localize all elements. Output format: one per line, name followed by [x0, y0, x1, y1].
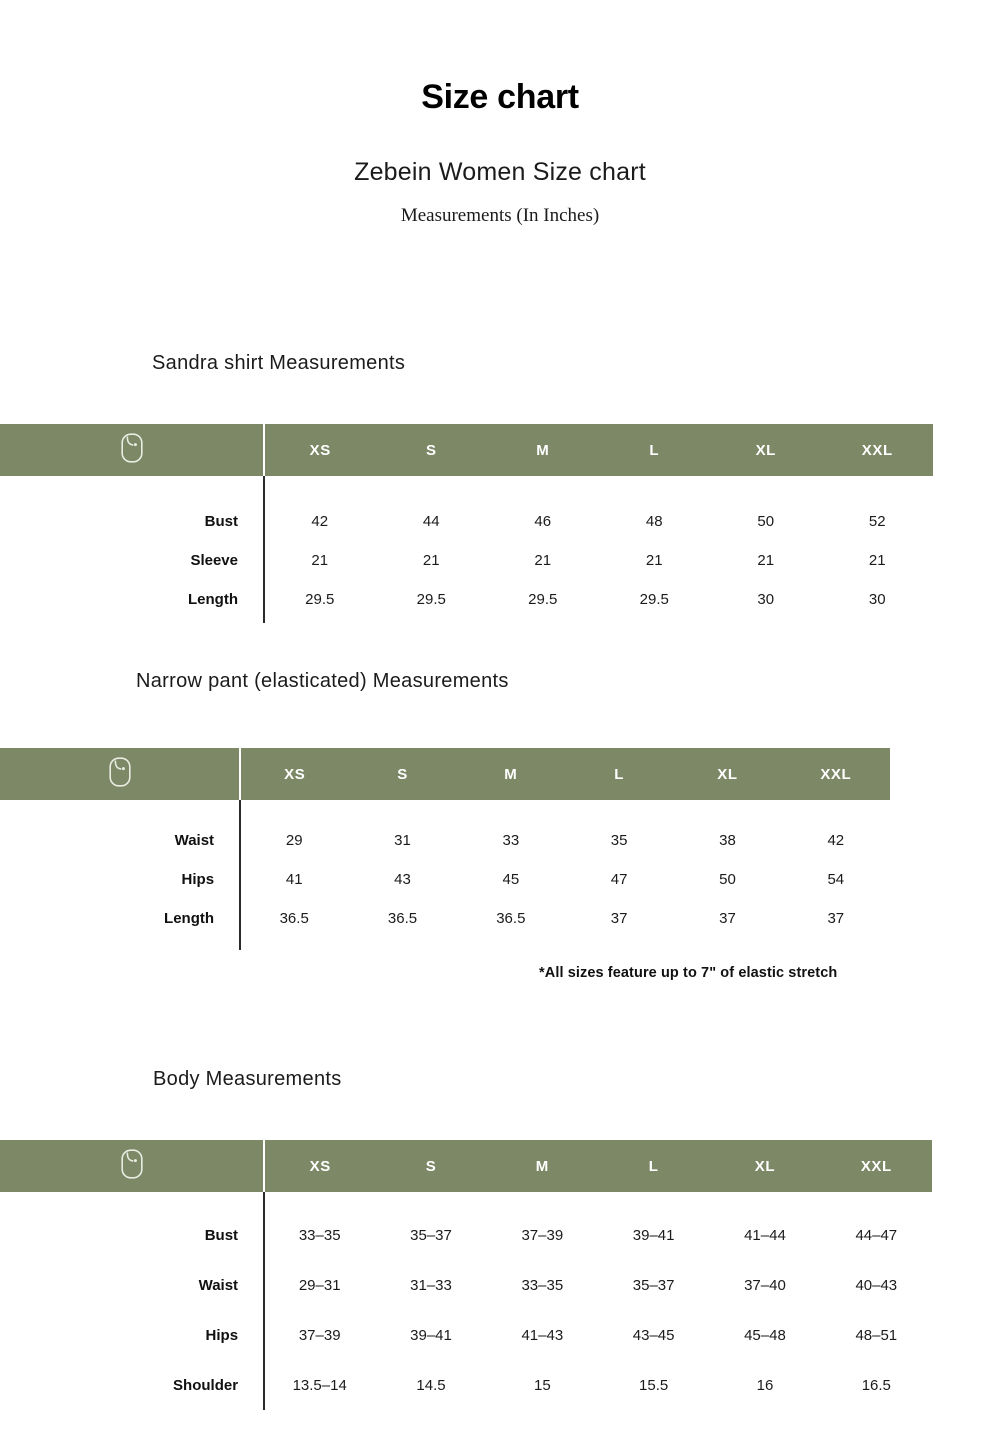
column-header-xxl: XXL [821, 1140, 932, 1192]
cell-value: 33–35 [298, 1226, 341, 1244]
page-units: Measurements (In Inches) [400, 205, 600, 226]
cell-value: 44 [422, 512, 440, 530]
row-label: Hips [181, 871, 215, 888]
table-row [0, 899, 890, 938]
garment-tag-icon [109, 757, 131, 787]
cell-value: 39–41 [632, 1226, 675, 1244]
column-header-m: M [487, 1140, 598, 1192]
cell-value: 16 [756, 1376, 774, 1394]
cell-value: 37–39 [521, 1226, 564, 1244]
cell-value: 35–37 [632, 1276, 675, 1294]
cell-value: 50 [757, 512, 775, 530]
garment-icon-cell [0, 748, 240, 800]
size-table-narrow-pant [0, 748, 890, 938]
cell-value: 46 [534, 512, 552, 530]
column-header-xxl: XXL [822, 424, 934, 476]
column-header-xl: XL [709, 1140, 820, 1192]
page-title: Size chart [421, 78, 579, 116]
column-header-m: M [487, 424, 599, 476]
cell-value: 40–43 [855, 1276, 898, 1294]
table-row [0, 580, 933, 619]
column-header-m: M [457, 748, 565, 800]
elastic-stretch-footnote: *All sizes feature up to 7" of elastic stretch [539, 965, 838, 981]
column-header-s: S [348, 748, 456, 800]
column-header-xs: XS [240, 748, 348, 800]
row-label: Bust [204, 1226, 239, 1244]
table-divider [263, 476, 265, 623]
garment-icon-cell [0, 1140, 264, 1192]
cell-value: 21 [311, 552, 329, 569]
column-header-xs: XS [264, 424, 376, 476]
cell-value: 42 [311, 512, 329, 530]
table-header-row [0, 424, 933, 476]
cell-value: 35–37 [410, 1226, 452, 1244]
cell-value: 36.5 [496, 910, 526, 927]
table-row [0, 541, 933, 580]
section-narrow-pant [0, 670, 1000, 981]
table-row [0, 1192, 932, 1210]
cell-value: 21 [645, 552, 663, 569]
cell-value: 39–41 [410, 1326, 452, 1344]
cell-value: 29–31 [298, 1276, 341, 1294]
cell-value: 41–43 [521, 1326, 564, 1344]
cell-value: 29.5 [528, 591, 558, 608]
cell-value: 16.5 [861, 1376, 891, 1394]
cell-value: 33 [502, 831, 520, 849]
table-row [0, 820, 890, 860]
garment-tag-icon [121, 1149, 143, 1179]
section-heading: Sandra shirt Measurements [152, 352, 406, 374]
cell-value: 29 [285, 831, 303, 849]
cell-value: 48 [645, 512, 663, 530]
cell-value: 30 [757, 591, 775, 608]
table-row [0, 1260, 932, 1310]
cell-value: 43–45 [632, 1326, 675, 1344]
cell-value: 21 [422, 552, 440, 569]
cell-value: 37–40 [744, 1276, 786, 1294]
cell-value: 48–51 [855, 1326, 898, 1344]
row-label: Waist [174, 831, 215, 849]
table-row [0, 1360, 932, 1410]
cell-value: 33–35 [521, 1276, 564, 1294]
cell-value: 30 [868, 591, 886, 608]
cell-value: 37 [610, 910, 628, 927]
size-table-sandra-shirt [0, 424, 933, 619]
column-header-xl: XL [673, 748, 781, 800]
cell-value: 37 [719, 910, 736, 927]
cell-value: 45–48 [744, 1326, 786, 1344]
cell-value: 13.5–14 [292, 1376, 347, 1394]
table-row [0, 1210, 932, 1260]
cell-value: 44–47 [855, 1226, 898, 1244]
cell-value: 29.5 [416, 591, 446, 608]
table-row [0, 476, 933, 501]
table-row [0, 860, 890, 899]
column-header-xl: XL [710, 424, 822, 476]
row-label: Shoulder [173, 1376, 239, 1394]
section-sandra-shirt [0, 352, 1000, 608]
section-body-measurements [0, 1068, 1000, 1394]
cell-value: 41 [285, 871, 303, 888]
garment-tag-icon [121, 433, 143, 463]
table-divider [239, 800, 241, 950]
section-heading: Narrow pant (elasticated) Measurements [136, 670, 509, 692]
cell-value: 47 [610, 871, 628, 888]
table-row [0, 501, 933, 541]
row-label: Bust [204, 512, 238, 530]
column-header-xs: XS [264, 1140, 375, 1192]
cell-value: 21 [534, 552, 552, 569]
column-header-s: S [376, 424, 488, 476]
section-heading: Body Measurements [153, 1068, 342, 1090]
column-header-s: S [375, 1140, 486, 1192]
table-row [0, 800, 890, 820]
row-label: Length [164, 910, 215, 927]
column-header-l: L [565, 748, 673, 800]
cell-value: 37 [827, 910, 845, 927]
column-header-l: L [599, 424, 711, 476]
cell-value: 15 [533, 1376, 551, 1394]
cell-value: 41–44 [744, 1226, 786, 1244]
cell-value: 52 [868, 512, 886, 530]
cell-value: 36.5 [387, 910, 418, 927]
cell-value: 45 [502, 871, 520, 888]
cell-value: 29.5 [305, 591, 335, 608]
column-header-xxl: XXL [782, 748, 890, 800]
page-subtitle: Zebein Women Size chart [354, 158, 646, 186]
garment-icon-cell [0, 424, 264, 476]
cell-value: 54 [827, 871, 845, 888]
cell-value: 21 [868, 552, 886, 569]
size-table-body-measurements [0, 1140, 932, 1410]
cell-value: 37–39 [298, 1326, 341, 1344]
cell-value: 35 [610, 831, 628, 849]
cell-value: 42 [827, 831, 845, 849]
cell-value: 50 [719, 871, 736, 888]
row-label: Sleeve [190, 552, 238, 569]
cell-value: 21 [757, 552, 775, 569]
row-label: Length [188, 591, 238, 608]
column-header-l: L [598, 1140, 709, 1192]
cell-value: 29.5 [639, 591, 669, 608]
table-row [0, 1310, 932, 1360]
cell-value: 15.5 [639, 1376, 669, 1394]
cell-value: 38 [719, 831, 736, 849]
table-divider [263, 1192, 265, 1410]
cell-value: 36.5 [279, 910, 309, 927]
cell-value: 14.5 [416, 1376, 446, 1394]
row-label: Hips [205, 1326, 239, 1344]
row-label: Waist [198, 1276, 239, 1294]
cell-value: 31 [394, 831, 411, 849]
table-header-row [0, 1140, 932, 1192]
cell-value: 43 [394, 871, 411, 888]
cell-value: 31–33 [410, 1276, 452, 1294]
table-header-row [0, 748, 890, 800]
